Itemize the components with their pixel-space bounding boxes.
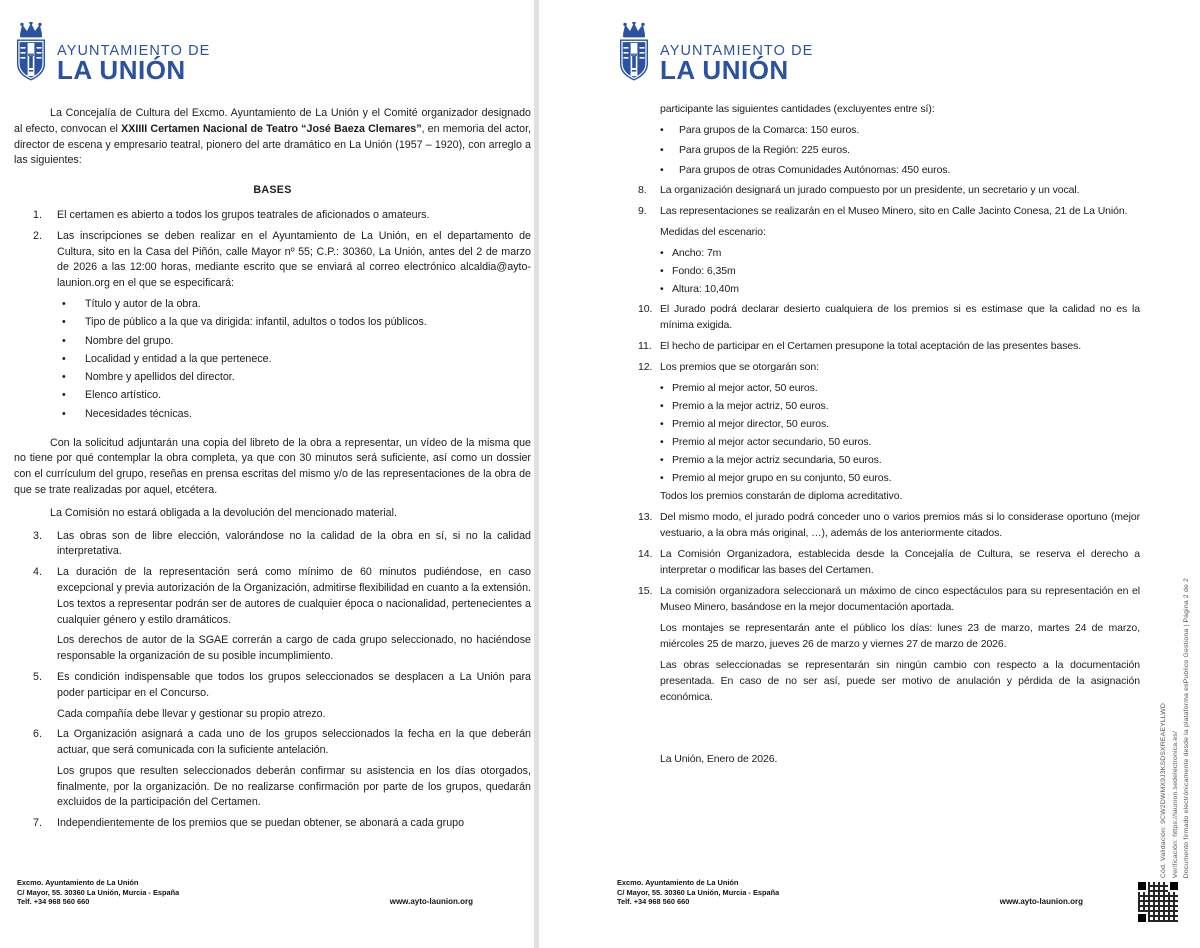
bullet-icon: • <box>660 124 664 136</box>
signature-note: Documento firmado electrónicamente desde la plataforma esPublico Gestiona | Página 2 de 2 <box>1183 577 1191 878</box>
item-text: Fondo: 6,35m <box>672 265 736 277</box>
item-text: Premio a la mejor actriz secundaria, 50 euros. <box>672 454 882 466</box>
item-text: Altura: 10,40m <box>672 283 739 295</box>
date-line: La Unión, Enero de 2026. <box>660 753 778 765</box>
dot-item <box>660 263 1140 279</box>
item-text: El hecho de participar en el Certamen presupone la total aceptación de las presentes bases. <box>660 340 1082 352</box>
item-number: 2. <box>33 229 42 242</box>
item-text: Para grupos de la Comarca: 150 euros. <box>679 124 860 136</box>
footer-phone: Telf. +34 968 560 660 <box>617 897 690 907</box>
dot-item <box>660 281 1140 297</box>
item-number: 8. <box>638 184 647 196</box>
coat-of-arms-icon <box>617 22 651 84</box>
numbered-item <box>14 229 531 292</box>
bullet-icon: • <box>660 144 664 156</box>
page-2-body <box>612 101 1140 772</box>
item-text: Es condición indispensable que todos los grupos seleccionados se desplacen a La Unión para poder participar en el Concurso. <box>57 670 531 699</box>
logo-text-line1: AYUNTAMIENTO DE <box>57 43 211 59</box>
bullet-icon: • <box>62 371 66 384</box>
continuation-paragraph: Los grupos que resulten seleccionados deberán confirmar su asistencia en los días otorgados, finalmente, por la organización. De no realizarse confirmación por parte de los grupos, quedarán excluidos de la participación del Certamen. <box>57 764 531 809</box>
numbered-item <box>14 208 531 224</box>
continuation-paragraph: Los montajes se representarán ante el público los días: lunes 23 de marzo, martes 24 de marzo, miércoles 25 de marzo, jueves 26 de marzo y viernes 27 de marzo de 2026. <box>660 622 1140 650</box>
numbered-item <box>14 529 531 561</box>
coat-of-arms-icon <box>14 22 48 84</box>
qr-finder-icon <box>1136 880 1148 892</box>
item-text: El Jurado podrá declarar desierto cualquiera de los premios si es estimase que la calidad no es la mínima exigida. <box>660 303 1140 331</box>
logo <box>617 22 813 84</box>
footer-phone: Telf. +34 968 560 660 <box>17 897 90 907</box>
bullet-icon: • <box>660 247 664 259</box>
bullet-icon: • <box>660 436 664 448</box>
bullet-icon: • <box>62 334 66 347</box>
item-text: Los premios que se otorgarán son: <box>660 361 819 373</box>
footer-website: www.ayto-launion.org <box>389 897 473 907</box>
dot-item <box>660 452 1140 468</box>
qr-code <box>1136 880 1180 924</box>
item-text: Localidad y entidad a la que pertenece. <box>85 352 272 365</box>
item-text: Premio al mejor actor, 50 euros. <box>672 382 818 394</box>
continuation-paragraph: Las obras seleccionadas se representarán sin ningún cambio con respecto a la documentación presentada. En caso de no ser así, puede ser motivo de anulación y pérdida de la asignación económica. <box>660 659 1140 703</box>
dot-item <box>660 434 1140 450</box>
bullet-item <box>62 297 531 313</box>
page-1-footer <box>17 878 473 907</box>
bullet-item <box>62 388 531 404</box>
bullet-item <box>62 352 531 368</box>
bullet-icon: • <box>660 164 664 176</box>
continuation-paragraph: participante las siguientes cantidades (excluyentes entre sí): <box>660 103 935 115</box>
item-text: El certamen es abierto a todos los grupos teatrales de aficionados o amateurs. <box>57 208 430 221</box>
continuation-paragraph: Los derechos de autor de la SGAE correrán a cargo de cada grupo seleccionado, no haciéndose responsable la organización de su posible incumplimiento. <box>57 634 531 663</box>
footer-address: C/ Mayor, 55. 30360 La Unión, Murcia - España <box>617 887 780 897</box>
continuation-paragraph: Medidas del escenario: <box>660 226 766 238</box>
paragraph: Con la solicitud adjuntarán una copia del libreto de la obra a representar, un vídeo de la misma que no tiene por qué contemplar la obra completa, ya que con 30 minutos será suficiente, así como un dossier con el currículum del grupo, reseñas en prensa escritas del mismo y/o de las representaciones de la obra de que se trate realizadas por aquel, etcétera. <box>14 436 531 496</box>
numbered-item <box>612 301 1140 333</box>
dot-item <box>660 245 1140 261</box>
item-text: Ancho: 7m <box>672 247 722 259</box>
footer-address: C/ Mayor, 55. 30360 La Unión, Murcia - España <box>17 887 180 897</box>
dot-item <box>660 380 1140 396</box>
footer-website: www.ayto-launion.org <box>999 897 1083 907</box>
item-number: 9. <box>638 205 647 217</box>
dot-item <box>660 398 1140 414</box>
bullet-item <box>660 142 1140 158</box>
numbered-item <box>14 727 531 759</box>
continuation-paragraph: Todos los premios constarán de diploma acreditativo. <box>660 490 903 502</box>
bullet-icon: • <box>660 382 664 394</box>
bullet-icon: • <box>62 352 66 365</box>
bullet-icon: • <box>660 472 664 484</box>
item-number: 3. <box>33 529 42 542</box>
numbered-item <box>14 816 531 832</box>
item-number: 4. <box>33 566 42 579</box>
paragraph: La Comisión no estará obligada a la devolución del mencionado material. <box>50 506 397 519</box>
numbered-item <box>612 546 1140 578</box>
item-text: Premio al mejor grupo en su conjunto, 50 euros. <box>672 472 892 484</box>
bullet-icon: • <box>62 407 66 420</box>
dot-item <box>660 416 1140 432</box>
item-text: Premio a la mejor actriz, 50 euros. <box>672 400 829 412</box>
numbered-item <box>14 565 531 628</box>
validation-code: Cód. Validación: 9CW2DWMX9J3KSDSXREAEYLLWD <box>1160 702 1167 878</box>
item-text: La Comisión Organizadora, establecida desde la Concejalía de Cultura, se reserva el derecho a interpretar o modificar las bases del Certamen. <box>660 548 1140 576</box>
continuation-paragraph: Cada compañía debe llevar y gestionar su propio atrezo. <box>57 707 326 720</box>
bullet-icon: • <box>62 316 66 329</box>
numbered-item <box>612 203 1140 219</box>
item-text: Las representaciones se realizarán en el Museo Minero, sito en Calle Jacinto Conesa, 21 de La Unión. <box>660 205 1128 217</box>
item-text: Nombre del grupo. <box>85 334 174 347</box>
logo-text-line1: AYUNTAMIENTO DE <box>660 43 814 59</box>
section-heading: BASES <box>253 184 292 197</box>
item-number: 7. <box>33 817 42 830</box>
numbered-item <box>612 509 1140 541</box>
item-text: Premio al mejor actor secundario, 50 euros. <box>672 436 872 448</box>
item-text: Premio al mejor director, 50 euros. <box>672 418 829 430</box>
bullet-item <box>62 407 531 423</box>
item-number: 1. <box>33 208 42 221</box>
bullet-icon: • <box>660 418 664 430</box>
bullet-icon: • <box>660 283 664 295</box>
item-text: Título y autor de la obra. <box>85 297 201 310</box>
logo-text <box>57 22 211 85</box>
footer-org: Excmo. Ayuntamiento de La Unión <box>17 878 139 887</box>
item-text: Tipo de público a la que va dirigida: infantil, adultos o todos los públicos. <box>85 316 427 329</box>
item-text: La comisión organizadora seleccionará un máximo de cinco espectáculos para su representación en el Museo Minero, basándose en la mejor documentación aportada. <box>660 585 1140 613</box>
item-text: La duración de la representación será como mínimo de 60 minutos pudiéndose, en caso excepcional y previa autorización de la Organización, admitirse flexibilidad en cuanto a la extensión. Los textos a representar podrán ser de autores de cualquier época o nacionalidad, pertenecientes a cualquier género y estilo dramáticos. <box>57 566 531 626</box>
bullet-icon: • <box>660 265 664 277</box>
item-text: Para grupos de otras Comunidades Autónomas: 450 euros. <box>679 164 951 176</box>
numbered-item <box>612 338 1140 354</box>
qr-finder-icon <box>1168 880 1180 892</box>
bullet-icon: • <box>660 400 664 412</box>
item-number: 14. <box>638 548 653 560</box>
bullet-item <box>62 370 531 386</box>
paragraph <box>14 106 531 169</box>
item-text: Nombre y apellidos del director. <box>85 371 235 384</box>
bullet-item <box>62 334 531 350</box>
page-2 <box>539 0 1200 948</box>
bold-text: XXIIII Certamen Nacional de Teatro “José Baeza Clemares” <box>121 122 422 135</box>
item-number: 11. <box>638 340 652 352</box>
bullet-icon: • <box>660 454 664 466</box>
dot-item <box>660 470 1140 486</box>
text-run: , en memoria del actor, director de escena y empresario teatral, pionero del arte dramático en La Unión (1957 – 1920), con arreglo a las siguientes: <box>14 122 532 167</box>
page-1 <box>0 0 534 948</box>
logo-text-line2: LA UNIÓN <box>660 55 789 85</box>
logo-text-line2: LA UNIÓN <box>57 55 186 85</box>
item-number: 5. <box>33 670 42 683</box>
item-number: 10. <box>638 303 653 315</box>
signature-sidebar <box>1160 414 1192 878</box>
footer-contact <box>617 878 779 907</box>
numbered-item <box>612 182 1140 198</box>
footer-org: Excmo. Ayuntamiento de La Unión <box>617 878 739 887</box>
logo-text <box>660 22 814 85</box>
item-text: Del mismo modo, el jurado podrá conceder uno o varios premios más si lo considerase oportuno (mejor vestuario, a la obra más original, …), además de los anteriormente citados. <box>660 511 1140 539</box>
bullet-icon: • <box>62 297 66 310</box>
text-run: La Concejalía de Cultura del Excmo. Ayuntamiento de La Unión y el Comité organizador designado al efecto, convocan el <box>14 107 531 135</box>
bullet-item <box>660 162 1140 178</box>
item-text: La organización designará un jurado compuesto por un presidente, un secretario y un vocal. <box>660 184 1080 196</box>
item-number: 6. <box>33 728 42 741</box>
logo <box>14 22 210 84</box>
footer-contact <box>17 878 179 907</box>
item-text: La Organización asignará a cada uno de los grupos seleccionados la fecha en la que deberán actuar, que será comunicada con la suficiente antelación. <box>57 728 531 757</box>
item-text: Necesidades técnicas. <box>85 407 192 420</box>
bullet-item <box>660 122 1140 138</box>
bullet-icon: • <box>62 389 66 402</box>
numbered-item <box>612 583 1140 615</box>
page-1-body <box>14 106 531 837</box>
numbered-item <box>612 359 1140 375</box>
item-text: Independientemente de los premios que se puedan obtener, se abonará a cada grupo <box>57 817 465 830</box>
qr-finder-icon <box>1136 912 1148 924</box>
item-number: 13. <box>638 511 653 523</box>
item-text: Las inscripciones se deben realizar en el Ayuntamiento de La Unión, en el departamento de Cultura, sito en la Casa del Piñón, calle Mayor nº 55; C.P.: 30360, La Unión, antes del 2 de marzo de 2026 a las 12:00 horas, mediante escrito que se enviará al correo electrónico alcaldia@ayto-launion.org en el que se especificará: <box>57 229 531 290</box>
item-text: Elenco artístico. <box>85 389 162 402</box>
numbered-item <box>14 670 531 702</box>
item-number: 12. <box>638 361 653 373</box>
verification-url: Verificación: https://launion.sedelectronica.es/ <box>1171 730 1179 878</box>
page-2-footer <box>617 878 1083 907</box>
bullet-item <box>62 315 531 331</box>
item-text: Las obras son de libre elección, valorándose no la calidad de la obra en sí, si no la calidad interpretativa. <box>57 529 531 558</box>
item-text: Para grupos de la Región: 225 euros. <box>679 144 850 156</box>
item-number: 15. <box>638 585 653 597</box>
